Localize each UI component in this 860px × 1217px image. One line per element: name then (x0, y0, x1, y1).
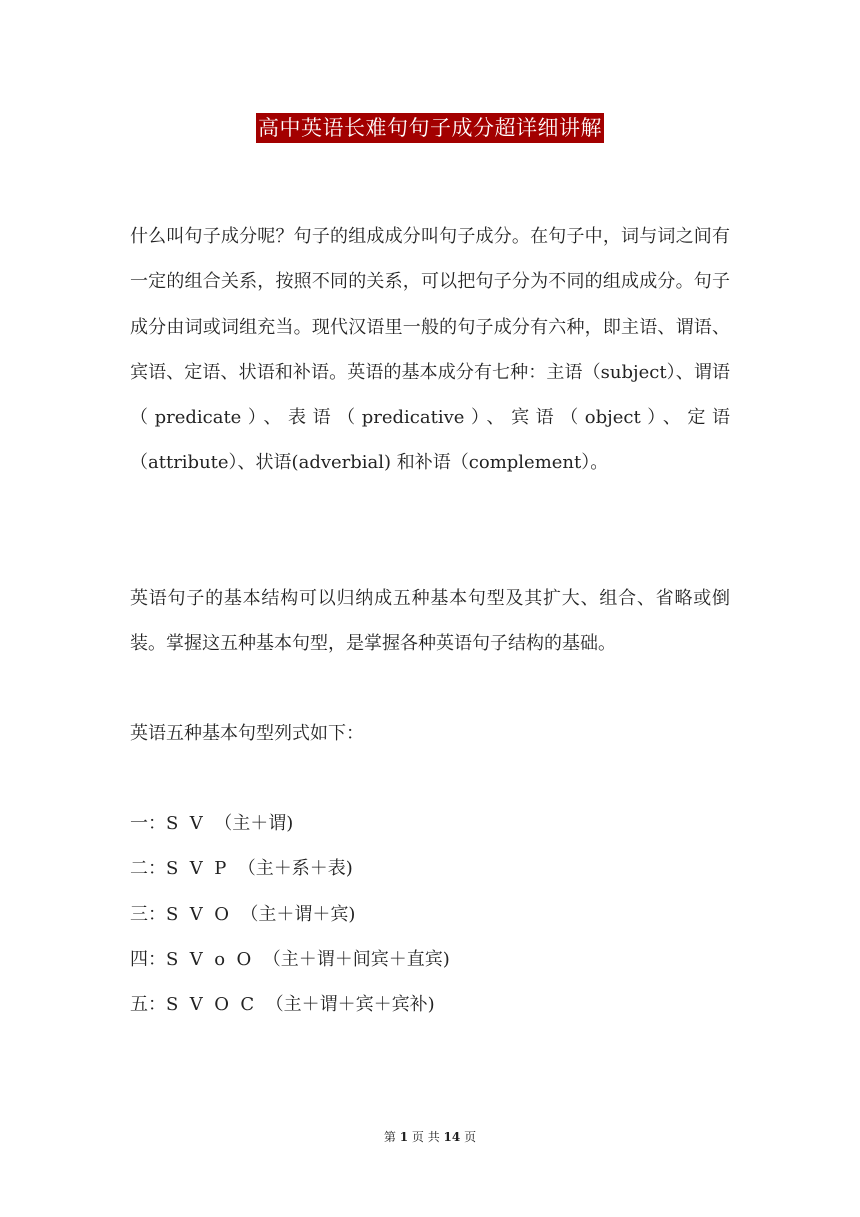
title-container (0, 113, 860, 143)
sentence-pattern-item: 四：S V o O （主＋谓＋间宾＋直宾) (130, 948, 450, 970)
paragraph-basic-structure: 英语句子的基本结构可以归纳成五种基本句型及其扩大、组合、省略或倒装。掌握这五种基本句型，是掌握各种英语句子结构的基础。 (130, 588, 730, 655)
footer-prefix: 第 (383, 1130, 400, 1144)
sentence-pattern-list (130, 801, 730, 1027)
footer-middle: 页 共 (408, 1130, 444, 1144)
page-footer (0, 1128, 860, 1145)
footer-suffix: 页 (460, 1130, 477, 1144)
paragraph-sentence-components: 什么叫句子成分呢？句子的组成成分叫句子成分。在句子中，词与词之间有一定的组合关系，按照不同的关系，可以把句子分为不同的组成成分。句子成分由词或词组充当。现代汉语里一般的句子成分有六种，即主语、谓语、宾语、定语、状语和补语。英语的基本成分有七种：主语（subject）、谓语（predicate）、表语（predicative）、宾语（object）、定语（attribute）、状语(adverbial) 和补语（complement）。 (130, 226, 730, 474)
footer-current-page: 1 (399, 1130, 409, 1144)
footer-total-pages: 14 (443, 1130, 461, 1144)
sentence-pattern-item: 一：S V （主＋谓) (130, 813, 294, 834)
sentence-pattern-item: 二：S V P （主＋系＋表) (130, 858, 353, 880)
sentence-pattern-item: 三：S V O （主＋谓＋宾) (130, 903, 356, 925)
sentence-pattern-item: 五：S V O C （主＋谓＋宾＋宾补) (130, 994, 435, 1016)
paragraph-pattern-intro: 英语五种基本句型列式如下： (130, 723, 364, 744)
document-title: 高中英语长难句句子成分超详细讲解 (256, 113, 604, 143)
